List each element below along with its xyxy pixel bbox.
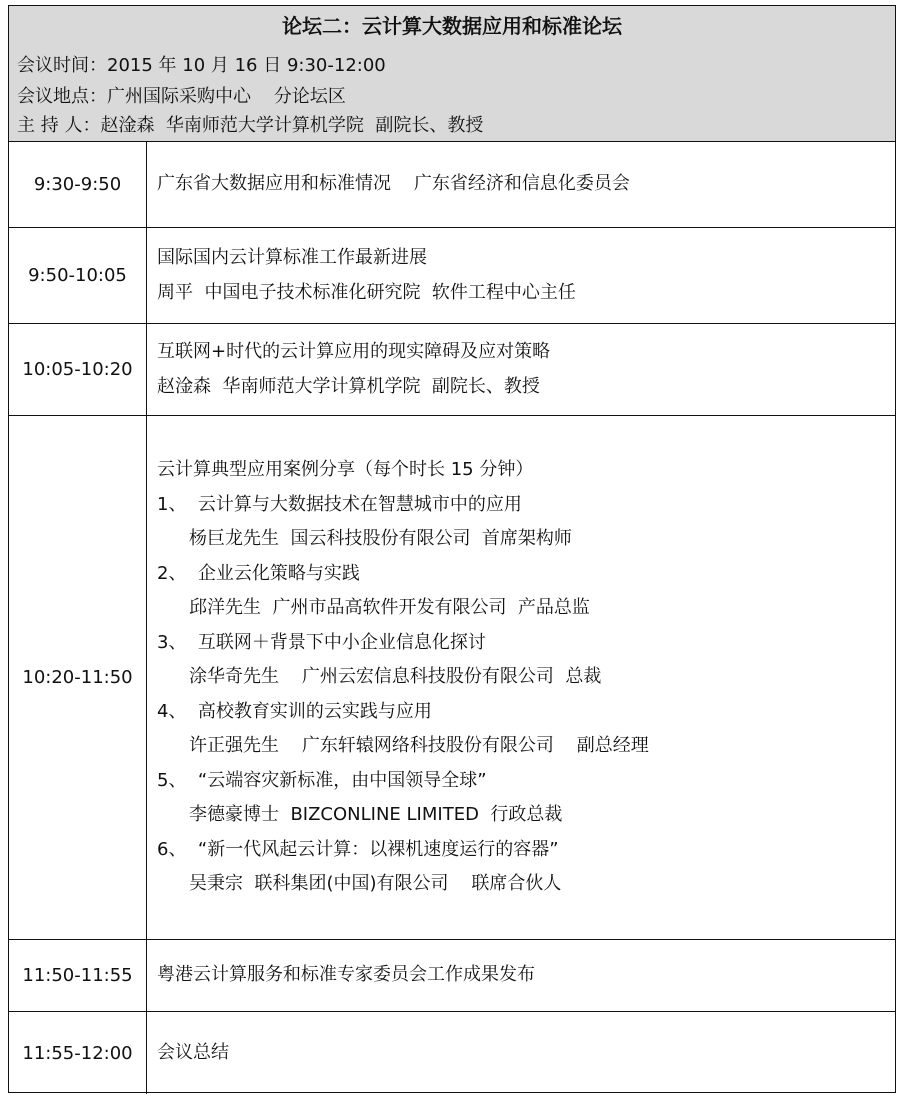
row-line: 云计算典型应用案例分享（每个时长 15 分钟） [157, 459, 534, 481]
row-time: 9:50-10:05 [9, 228, 147, 323]
row-line: 广东省大数据应用和标准情况 广东省经济和信息化委员会 [157, 173, 630, 195]
meeting-time: 会议时间：2015 年 10 月 16 日 9:30-12:00 [17, 55, 386, 76]
agenda-row [9, 142, 895, 228]
row-content [157, 324, 887, 415]
agenda-row [9, 228, 895, 324]
row-line: 国际国内云计算标准工作最新进展 [157, 247, 427, 268]
row-line: 涂华奇先生 广州云宏信息科技股份有限公司 总裁 [189, 666, 602, 688]
row-time: 11:55-12:00 [9, 1012, 147, 1094]
row-line: 会议总结 [157, 1041, 229, 1063]
row-line: 3、 互联网＋背景下中小企业信息化探讨 [157, 631, 486, 653]
row-line: 李德豪博士 BIZCONLINE LIMITED 行政总裁 [189, 804, 563, 826]
row-line: 周平 中国电子技术标准化研究院 软件工程中心主任 [157, 281, 576, 303]
forum-title: 论坛二：云计算大数据应用和标准论坛 [282, 14, 622, 38]
agenda-table [9, 142, 895, 1092]
row-time: 11:50-11:55 [9, 940, 147, 1011]
row-content [157, 940, 887, 1011]
agenda-row [9, 940, 895, 1012]
row-line: 杨巨龙先生 国云科技股份有限公司 首席架构师 [189, 528, 572, 550]
row-time: 10:20-11:50 [9, 416, 147, 939]
row-content [157, 416, 887, 939]
agenda-row [9, 1012, 895, 1094]
row-line: 许正强先生 广东轩辕网络科技股份有限公司 副总经理 [189, 735, 649, 757]
row-line: 2、 企业云化策略与实践 [157, 562, 360, 584]
row-line: 吴秉宗 联科集团(中国)有限公司 联席合伙人 [189, 873, 562, 895]
meeting-place: 会议地点：广州国际采购中心 分论坛区 [17, 86, 346, 107]
row-line: 邱洋先生 广州市品高软件开发有限公司 产品总监 [189, 597, 590, 619]
row-line: 1、 云计算与大数据技术在智慧城市中的应用 [157, 493, 522, 515]
row-content [157, 142, 887, 227]
row-line: 赵淦森 华南师范大学计算机学院 副院长、教授 [157, 375, 540, 397]
row-time: 10:05-10:20 [9, 324, 147, 415]
meeting-host: 主 持 人：赵淦森 华南师范大学计算机学院 副院长、教授 [17, 115, 484, 136]
agenda-row [9, 416, 895, 940]
row-line: 互联网+时代的云计算应用的现实障碍及应对策略 [157, 341, 551, 362]
row-content [157, 228, 887, 323]
row-line: 6、 “新一代风起云计算：以裸机速度运行的容器” [157, 838, 559, 860]
row-line: 4、 高校教育实训的云实践与应用 [157, 700, 432, 722]
row-line: 粤港云计算服务和标准专家委员会工作成果发布 [157, 964, 535, 986]
agenda-row [9, 324, 895, 416]
row-line: 5、 “云端容灾新标准，由中国领导全球” [157, 769, 487, 791]
row-content [157, 1012, 887, 1094]
agenda-document [8, 5, 896, 1093]
forum-header [9, 6, 895, 142]
row-time: 9:30-9:50 [9, 142, 147, 227]
